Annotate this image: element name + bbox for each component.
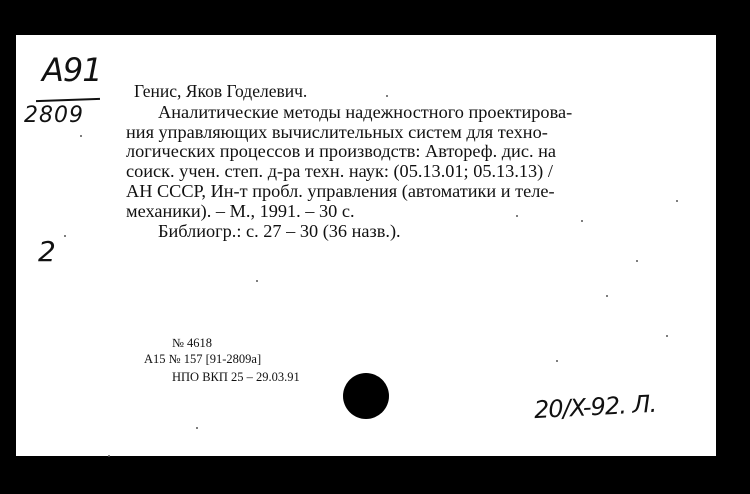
catalog-reference: А15 № 157 [91-2809а]	[144, 352, 262, 366]
speck	[556, 360, 558, 362]
title-line: механики). – М., 1991. – 30 с.	[126, 200, 355, 221]
bibliographic-entry	[126, 82, 686, 241]
speck	[666, 335, 668, 337]
speck	[256, 280, 258, 282]
copy-count-handwritten: 2	[38, 235, 56, 268]
title-line: соиск. учен. степ. д-ра техн. наук: (05.13.01; 05.13.13) /	[126, 161, 553, 182]
title-line: АН СССР, Ин-т пробл. управления (автоматики и теле-	[126, 180, 555, 201]
title-line: ния управляющих вычислительных систем для техно-	[126, 121, 548, 142]
punch-hole	[343, 373, 389, 419]
speck	[64, 235, 66, 237]
publisher-reference: НПО ВКП 25 – 29.03.91	[172, 370, 300, 384]
speck	[196, 427, 198, 429]
title-line: логических процессов и производств: Автореф. дис. на	[126, 141, 556, 162]
bibliography-note: Библиогр.: с. 27 – 30 (36 назв.).	[158, 220, 401, 241]
record-number: № 4618	[172, 336, 213, 350]
title-line: Аналитические методы надежностного проектирова-	[158, 101, 573, 122]
received-date-handwritten: 20/X-92. Л.	[533, 389, 657, 425]
shelf-code-handwritten: А91	[42, 51, 102, 89]
shelf-number-handwritten: 2809	[24, 103, 84, 128]
author-heading: Генис, Яков Годелевич.	[134, 81, 308, 101]
speck	[606, 295, 608, 297]
speck	[108, 455, 110, 457]
speck	[636, 260, 638, 262]
shelf-code-underline	[36, 98, 100, 102]
speck	[80, 135, 82, 137]
catalog-card	[16, 35, 716, 456]
